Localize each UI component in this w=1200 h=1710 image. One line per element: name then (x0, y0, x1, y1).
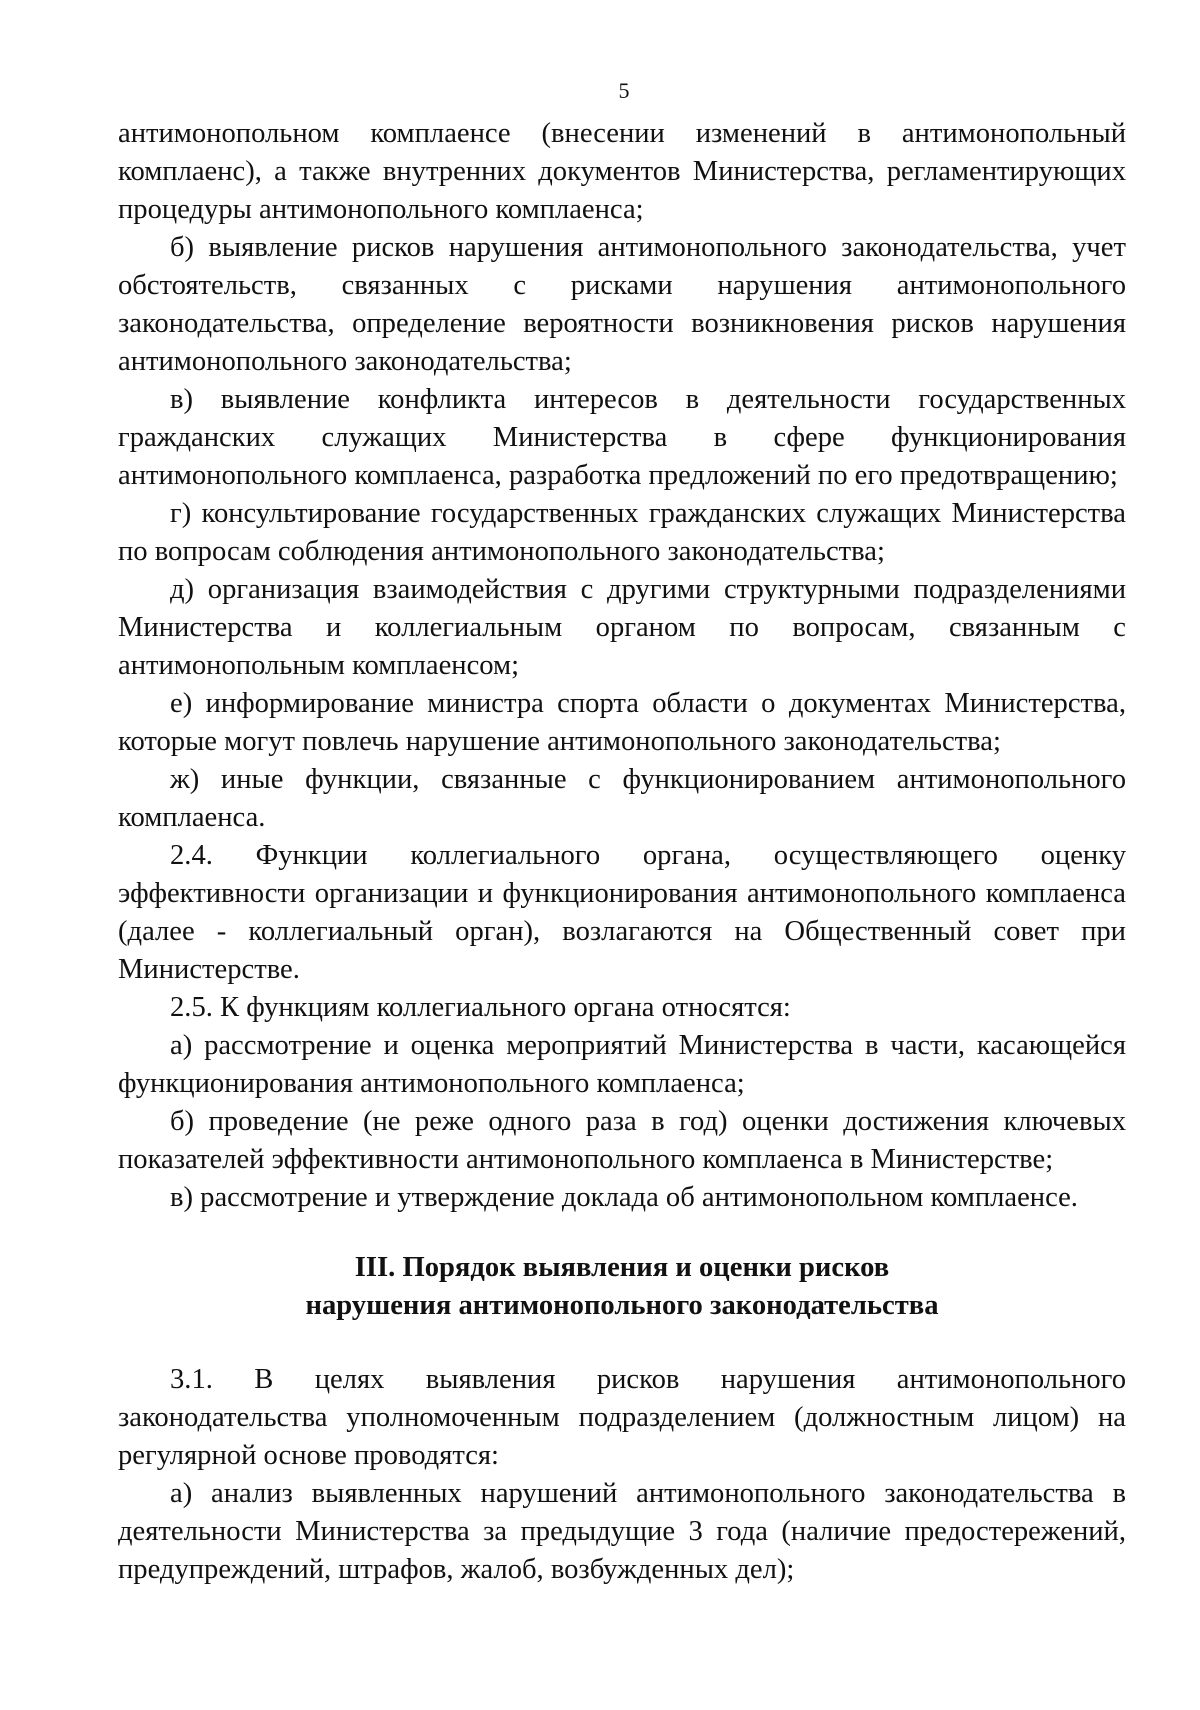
paragraph-2-5-b: б) проведение (не реже одного раза в год) оценки достижения ключевых показателей эффективности антимонопольного комплаенса в Министерстве; (118, 1106, 1126, 1175)
paragraph-item-v: в) выявление конфликта интересов в деятельности государственных гражданских служащих Министерства в сфере функционирования антимонопольного комплаенса, разработка предложений по его предотвращению; (118, 384, 1126, 491)
paragraph-2-5-a: а) рассмотрение и оценка мероприятий Министерства в части, касающейся функционирования антимонопольного комплаенса; (118, 1030, 1126, 1099)
page-number: 5 (618, 78, 630, 103)
section-heading-line-1: III. Порядок выявления и оценки рисков (354, 1252, 890, 1283)
document-body (118, 115, 1126, 1589)
paragraph-2-5-v: в) рассмотрение и утверждение доклада об антимонопольном комплаенсе. (170, 1182, 1078, 1213)
paragraph-3-1: 3.1. В целях выявления рисков нарушения антимонопольного законодательства уполномоченным подразделением (должностным лицом) на регулярной основе проводятся: (118, 1364, 1126, 1471)
paragraph-item-e: е) информирование министра спорта области о документах Министерства, которые могут повлечь нарушение антимонопольного законодательства; (118, 688, 1126, 757)
paragraph-2-4: 2.4. Функции коллегиального органа, осуществляющего оценку эффективности организации и функционирования антимонопольного комплаенса (далее - коллегиальный орган), возлагаются на Общественный совет при Министерстве. (118, 840, 1126, 985)
section-heading (118, 1249, 1126, 1325)
paragraph-2-5: 2.5. К функциям коллегиального органа относятся: (170, 992, 791, 1023)
paragraph-item-d: д) организация взаимодействия с другими структурными подразделениями Министерства и коллегиальным органом по вопросам, связанным с антимонопольным комплаенсом; (118, 574, 1126, 681)
section-heading-line-2: нарушения антимонопольного законодательства (305, 1290, 939, 1321)
paragraph-item-zh: ж) иные функции, связанные с функционированием антимонопольного комплаенса. (118, 764, 1126, 833)
paragraph-3-1-a: а) анализ выявленных нарушений антимонопольного законодательства в деятельности Министерства за предыдущие 3 года (наличие предостережений, предупреждений, штрафов, жалоб, возбужденных дел); (118, 1478, 1126, 1585)
paragraph-item-b: б) выявление рисков нарушения антимонопольного законодательства, учет обстоятельств, связанных с рисками нарушения антимонопольного законодательства, определение вероятности возникновения рисков нарушения антимонопольного законодательства; (118, 232, 1126, 377)
paragraph-item-g: г) консультирование государственных гражданских служащих Министерства по вопросам соблюдения антимонопольного законодательства; (118, 498, 1126, 567)
paragraph-continuation: антимонопольном комплаенсе (внесении изменений в антимонопольный комплаенс), а также внутренних документов Министерства, регламентирующих процедуры антимонопольного комплаенса; (118, 118, 1126, 225)
